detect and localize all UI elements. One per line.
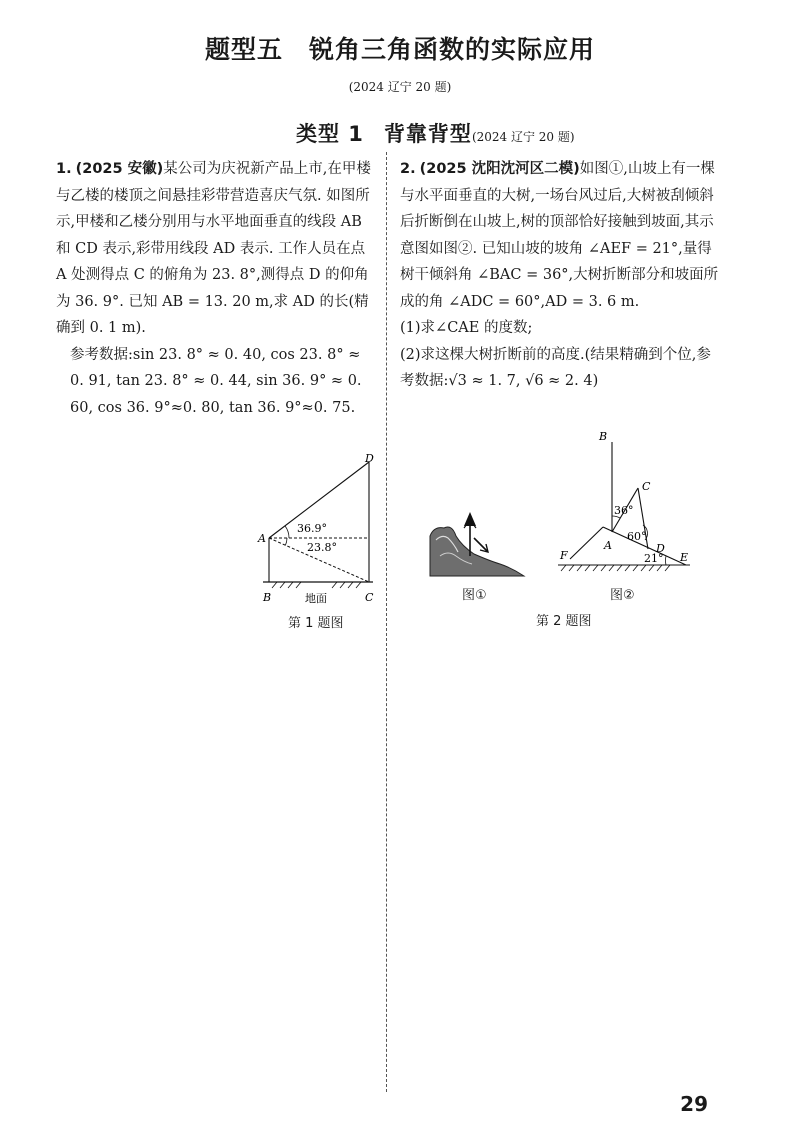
label-a-2: A <box>604 539 612 552</box>
label-angle-down: 23.8° <box>307 541 337 554</box>
figure-1-caption: 第 1 题图 <box>288 616 344 631</box>
label-d: D <box>365 452 374 465</box>
type-heading-source: (2024 辽宁 20 题) <box>471 130 575 144</box>
figure-1 <box>255 448 385 612</box>
question-2-number: 2. <box>400 161 416 177</box>
question-1-number: 1. <box>56 161 72 177</box>
angle-arc-up <box>285 526 289 538</box>
question-2-source: (2025 沈阳沈河区二模) <box>419 161 580 177</box>
type-heading-main-b: 背靠背型 <box>383 122 472 146</box>
question-1 <box>56 156 374 421</box>
title-part-a: 题型五 <box>204 35 283 64</box>
question-2-body <box>400 156 720 315</box>
arc-21 <box>665 556 666 565</box>
question-2-part-1: (1)求∠CAE 的度数; <box>400 320 533 336</box>
column-divider <box>386 152 387 1092</box>
figure-2-hillside <box>428 506 528 590</box>
question-1-reference: 参考数据:sin 23. 8° ≈ 0. 40, cos 23. 8° ≈ 0. 91, tan 23. 8° ≈ 0. 44, sin 36. 9° ≈ 0. 60, cos 36. 9°≈0. 80, tan 36. 9°≈0. 75. <box>70 346 362 416</box>
label-angle-up: 36.9° <box>297 522 327 535</box>
figure-1-diagram <box>255 448 385 608</box>
question-2-part-2: (2)求这棵大树折断前的高度.(结果精确到个位,参考数据:√3 ≈ 1. 7, √6 ≈ 2. 4) <box>400 346 711 389</box>
label-c-2: C <box>642 480 651 493</box>
label-ground: 地面 <box>305 592 327 605</box>
label-f-2: F <box>560 549 568 562</box>
slope-left <box>570 527 603 559</box>
ground-hatch-2 <box>561 565 670 571</box>
label-angle-60: 60° <box>627 530 647 543</box>
title-part-b: 锐角三角函数的实际应用 <box>309 35 596 64</box>
label-a: A <box>258 532 266 545</box>
question-1-text: 某公司为庆祝新产品上市,在甲楼与乙楼的楼顶之间悬挂彩带营造喜庆气氛. 如图所示,甲楼和乙楼分别用与水平地面垂直的线段 AB 和 CD 表示,彩带用线段 AD 表示. 工作人员在点 A 处测得点 C 的俯角为 23. 8°,测得点 D 的仰角为 36. 9°. 已知 AB = 13. 20 m,求 AD 的长(精确到 0. 1 m). <box>56 161 371 336</box>
figure-2-diagram <box>548 428 698 578</box>
page-number: 29 <box>680 1092 708 1116</box>
label-b-2: B <box>599 430 608 443</box>
label-b: B <box>263 591 272 604</box>
question-2-text: 如图①,山坡上有一棵与水平面垂直的大树,一场台风过后,大树被刮倾斜后折断倒在山坡上,树的顶部恰好接触到坡面,其示意图如图②. 已知山坡的坡角 ∠AEF = 21°,量得树干倾斜角 ∠BAC = 36°,大树折断部分和坡面所成的角 ∠ADC = 60°,AD = 3. 6 m. <box>400 161 719 310</box>
label-angle-21: 21° <box>644 552 664 565</box>
figure-2-diagram-wrap <box>548 428 698 582</box>
figure-2-cap-2: 图② <box>610 588 635 603</box>
question-2 <box>400 156 720 395</box>
label-d-2: D <box>656 542 665 555</box>
label-e-2: E <box>680 551 689 564</box>
page-subtitle: (2024 辽宁 20 题) <box>348 80 452 94</box>
figure-2-caption: 第 2 题图 <box>536 614 592 629</box>
ground-hatch <box>272 582 361 588</box>
hill-shape <box>430 527 524 576</box>
hillside-illustration <box>428 506 528 586</box>
type-heading-main-a: 类型 1 <box>296 122 364 146</box>
page-title <box>0 30 800 66</box>
figure-2-cap-1: 图① <box>462 588 487 603</box>
label-angle-36: 36° <box>614 504 634 517</box>
question-1-body <box>56 156 374 342</box>
label-c: C <box>365 591 374 604</box>
type-heading <box>296 118 575 148</box>
angle-arc-down <box>285 538 287 545</box>
question-1-source: (2025 安徽) <box>75 161 164 177</box>
